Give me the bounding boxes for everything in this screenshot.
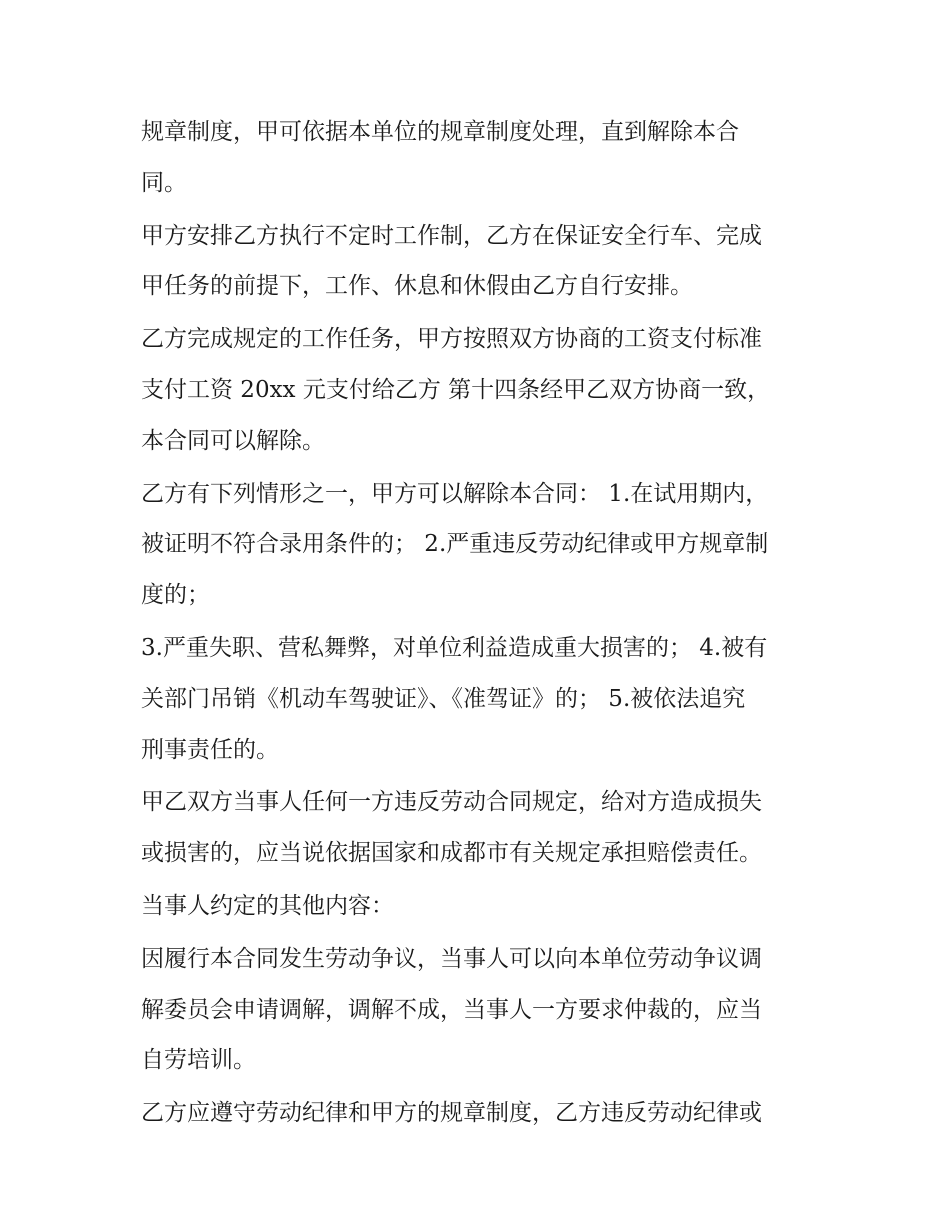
text-line: 解委员会申请调解，调解不成，当事人一方要求仲裁的，应当 [141,996,762,1023]
text-line: 规章制度，甲可依据本单位的规章制度处理，直到解除本合 [141,119,739,145]
text-line: 或损害的，应当说依据国家和成都市有关规定承担赔偿责任。 [141,840,762,867]
text-line: 刑事责任的。 [141,736,279,763]
text-line: 乙方应遵守劳动纪律和甲方的规章制度，乙方违反劳动纪律或 [141,1100,762,1127]
text-line: 当事人约定的其他内容： [141,892,394,919]
paragraph-dispute-resolution [141,934,813,1086]
paragraph-rules-handling [141,107,813,209]
text-line: 自劳培训。 [141,1047,256,1074]
paragraph-discipline [141,1088,813,1139]
document-body [141,107,813,1141]
text-line: 被证明不符合录用条件的； 2.严重违反劳动纪律或甲方规章制 [141,531,769,558]
text-line: 同。 [141,169,187,196]
text-line: 关部门吊销《机动车驾驶证》、《准驾证》的； 5.被依法追究 [141,685,746,712]
paragraph-termination-conditions [141,469,813,621]
paragraph-liability [141,777,813,879]
text-line: 乙方有下列情形之一，甲方可以解除本合同： 1.在试用期内， [141,480,769,507]
paragraph-wage-payment [141,314,813,466]
text-line: 支付工资 20xx 元支付给乙方 第十四条经甲乙双方协商一致， [141,376,771,403]
text-line: 3.严重失职、营私舞弊，对单位利益造成重大损害的； 4.被有 [141,634,768,661]
text-line: 甲乙双方当事人任何一方违反劳动合同规定，给对方造成损失 [141,789,762,816]
paragraph-work-schedule [141,211,813,313]
text-line: 因履行本合同发生劳动争议，当事人可以向本单位劳动争议调 [141,945,762,972]
paragraph-termination-conditions-continued [141,623,813,775]
text-line: 度的； [141,582,210,609]
text-line: 甲任务的前提下，工作、休息和休假由乙方自行安排。 [141,273,693,300]
text-line: 乙方完成规定的工作任务，甲方按照双方协商的工资支付标准 [141,326,762,353]
text-line: 甲方安排乙方执行不定时工作制，乙方在保证安全行车、完成 [141,222,762,249]
paragraph-other-terms-heading [141,881,813,932]
text-line: 本合同可以解除。 [141,427,325,454]
